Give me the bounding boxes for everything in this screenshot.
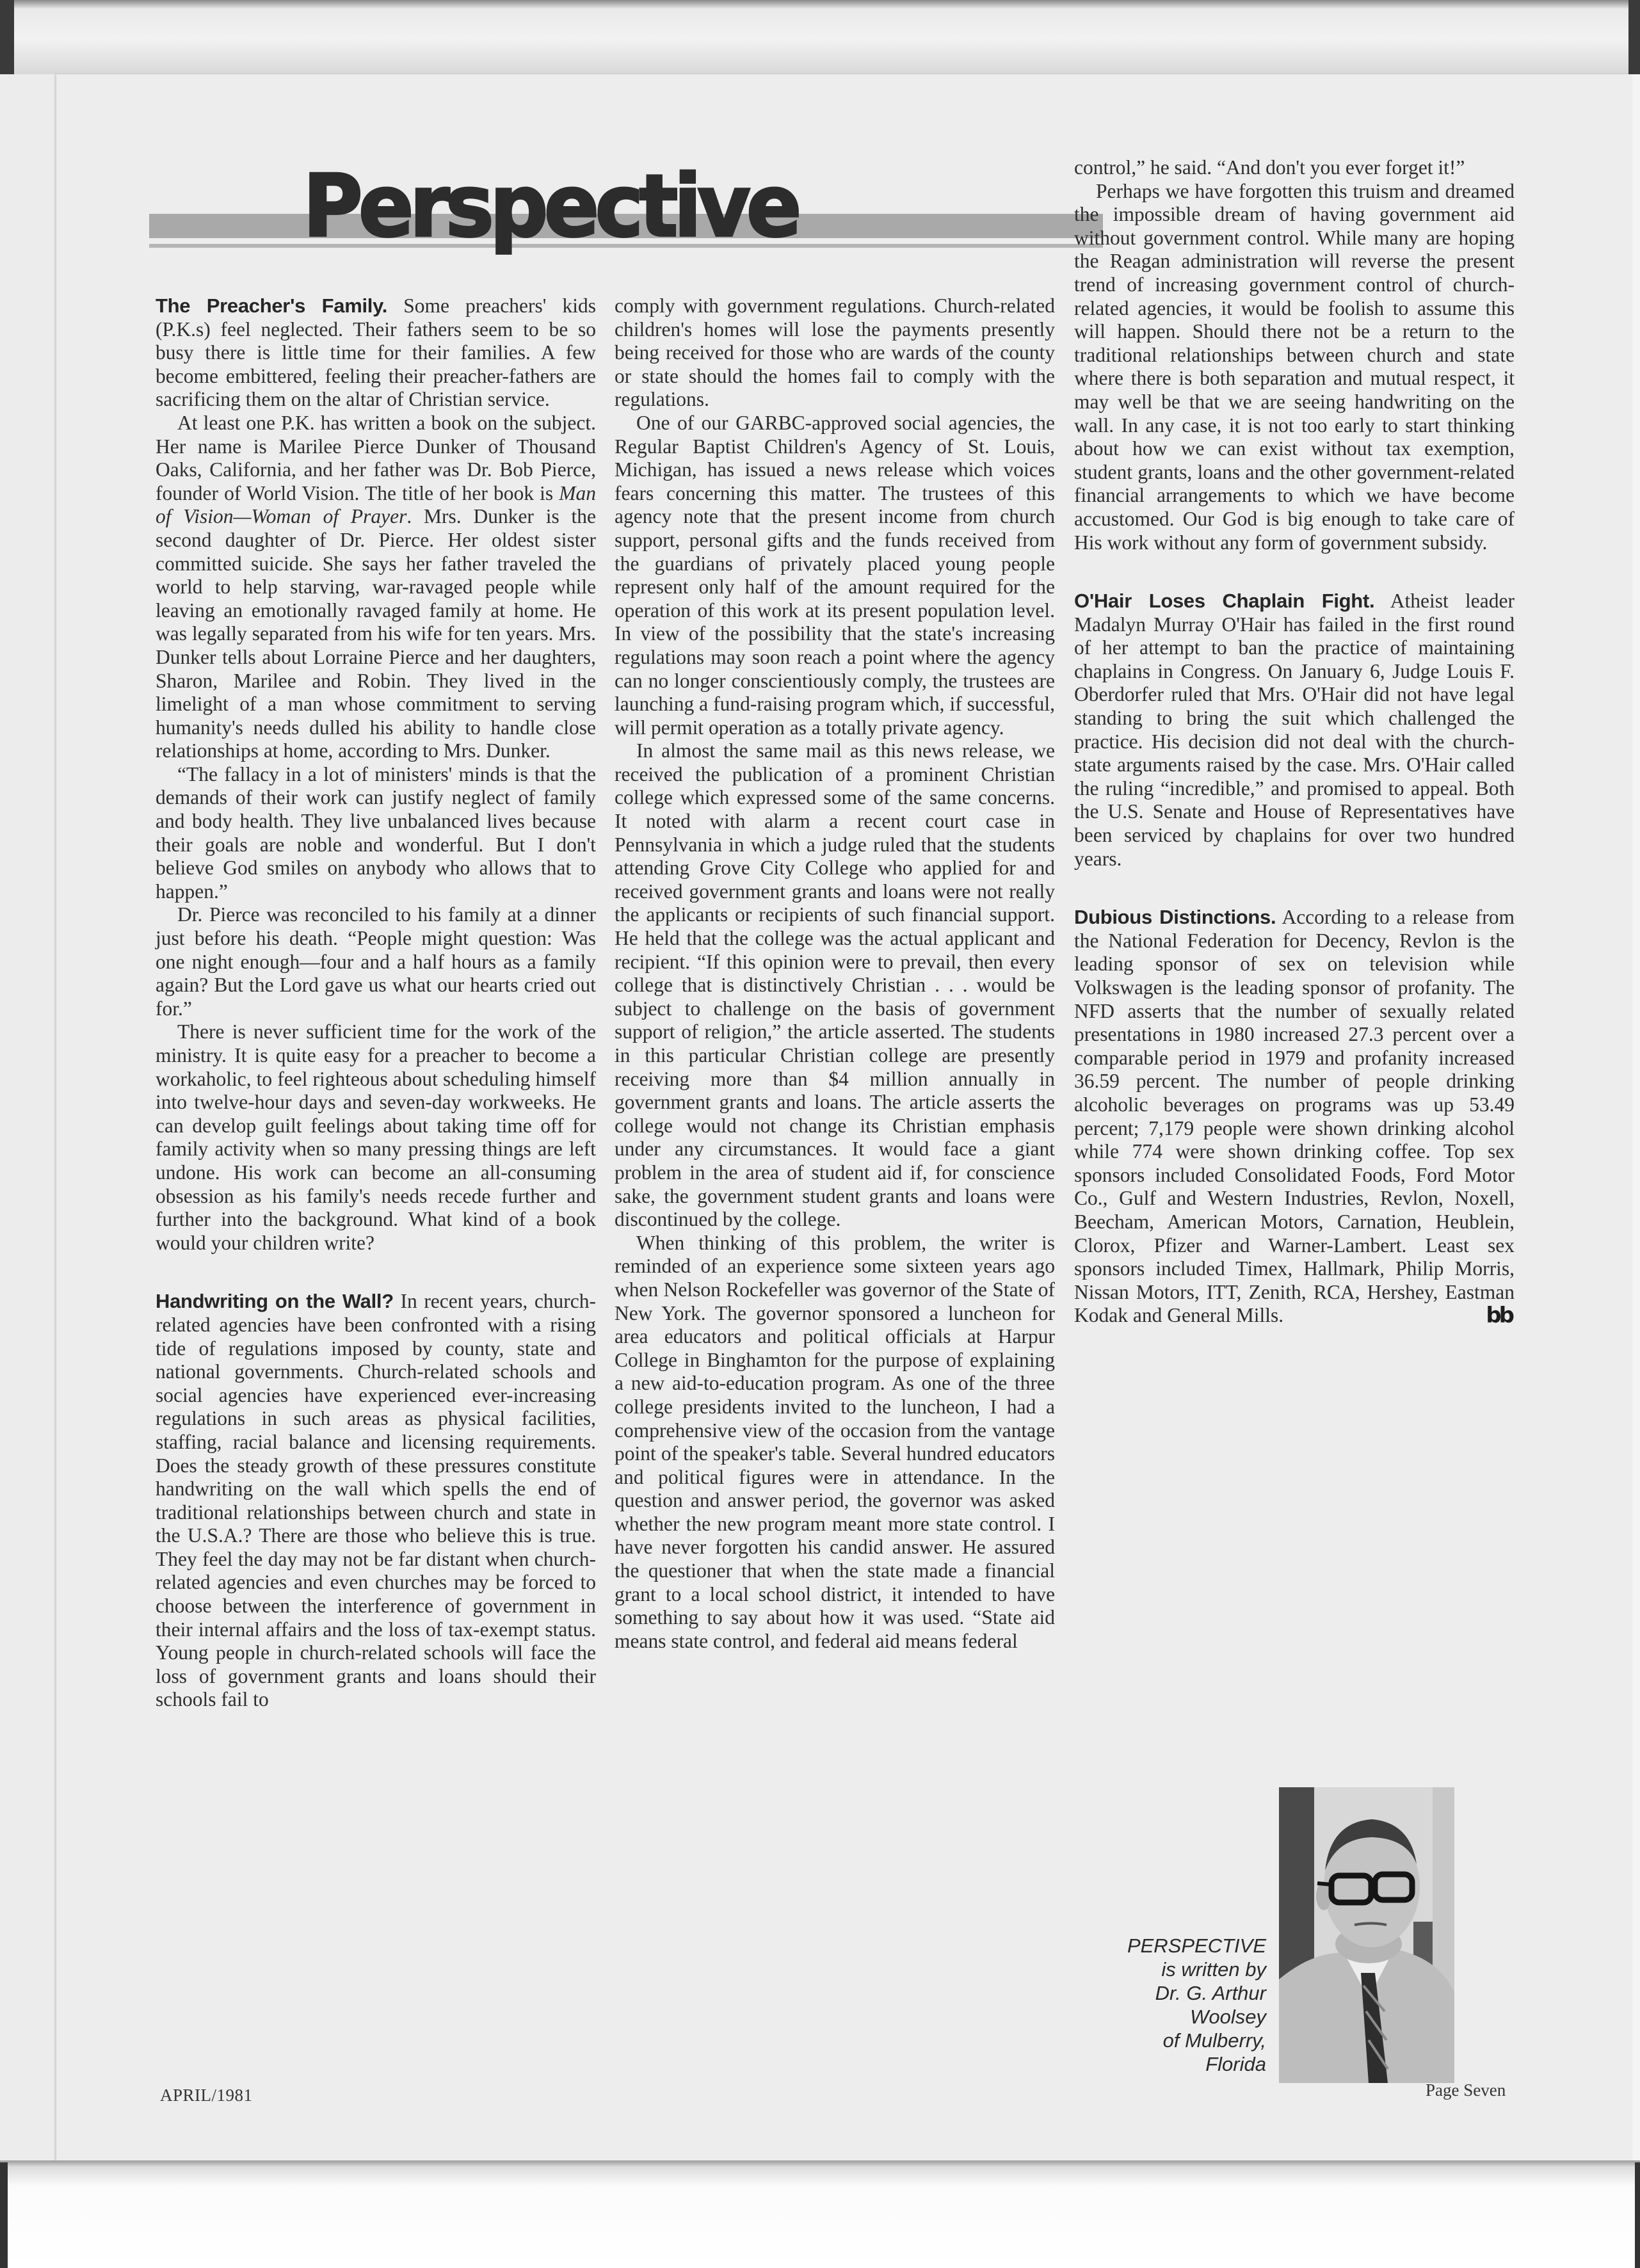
column-3 [1074, 156, 1515, 1328]
paragraph: When thinking of this problem, the writer is reminded of an experience some sixteen years ago when Nelson Rockefeller was governor of the State of New York. The governor sponsored a luncheon for area educators and political officials at Harpur College in Binghamton for the purpose of explaining a new aid-to-education program. As one of the three college presidents invited to the luncheon, I had a comprehensive view of the occasion from the vantage point of the speaker's table. Several hundred educators and political figures were in attendance. In the question and answer period, the governor was asked whether the new program meant more state control. I have never forgotten his candid answer. He assured the questioner that when the state made a financial grant to a local school district, it intended to have something to say about how it was used. “State aid means state control, and federal aid means federal [615, 1231, 1055, 1652]
article-handwriting-lead: Handwriting on the Wall? In recent years, church-related agencies have been confronted with a rising tide of regulations imposed by county, state and national governments. Church-related schools and social agencies have experienced ever-increasing regulations in such areas as physical facilities, staffing, racial balance and licensing requirements. Does the steady growth of these pressures constitute handwriting on the wall which spells the end of traditional relationships between church and state in the U.S.A.? There are those who believe this is true. They feel the day may not be far distant when church-related agencies and even churches may be forced to choose between the interference of government in their internal affairs and the loss of tax-exempt status. Young people in church-related schools will face the loss of government grants and loans should their schools fail to [156, 1290, 597, 1711]
paragraph: Dr. Pierce was reconciled to his family at a dinner just before his death. “People might question: Was one night enough—four and a half hours as a family again? But the Lord gave us what our hearts cried out for.” [156, 903, 596, 1020]
article-kicker: O'Hair Loses Chaplain Fight. [1074, 590, 1375, 613]
scanner-frame-bottom-right [1635, 2162, 1640, 2268]
article-kicker: Dubious Distinctions. [1074, 906, 1276, 929]
paragraph: In almost the same mail as this news release, we received the publication of a prominent Christian college which expressed some of the same concerns. It noted with alarm a recent court case in Pennsylvania in which a judge ruled that the students attending Grove City College who applied for and received government grants and loans were not really the applicants or recipients of such financial support. He held that the college was the actual applicant and recipient. “If this opinion were to prevail, then every college that is distinctively Christian . . . would be subject to challenge on the basis of government support of religion,” the article asserted. The students in this particular Christian college are presently receiving more than $4 million annually in government grants and loans. The article asserts the college would not change its Christian emphasis under any circumstances. It would face a giant problem in the area of student aid if, for conscience sake, the government student grants and loans were discontinued by the college. [615, 739, 1055, 1231]
underlying-page-edge [0, 74, 58, 2161]
issue-date: APRIL/1981 [160, 2086, 253, 2105]
paragraph: Perhaps we have forgotten this truism and dreamed the impossible dream of having government aid without government control. While many are hoping the Reagan administration will reverse the present trend of increasing government control of church-related agencies, it would be foolish to assume this will happen. Should there not be a return to the traditional relationships between church and state where there is both separation and mutual respect, it may well be that we are seeing handwriting on the wall. In any case, it is not too early to start thinking about how we can exist without tax exemption, student grants, loans and the other government-related financial arrangements to which we have become accustomed. Our God is big enough to take care of His work without any form of government subsidy. [1074, 179, 1515, 554]
portrait-image [1279, 1787, 1454, 2083]
scanner-frame-bottom-left [0, 2162, 8, 2268]
page-number: Page Seven [1426, 2080, 1506, 2100]
paragraph: control,” he said. “And don't you ever forget it!” [1074, 156, 1465, 179]
scanner-frame-right [1628, 0, 1640, 74]
author-portrait-photo [1279, 1787, 1454, 2083]
paragraph: “The fallacy in a lot of ministers' minds is that the demands of their work can justify neglect of family and body health. They live unbalanced lives because their goals are noble and wonderful. But I don't believe God smiles on anybody who allows that to happen.” [156, 762, 596, 903]
book-title: Man of Vision—Woman of Prayer [156, 481, 596, 528]
magazine-page [56, 74, 1632, 2161]
paragraph: One of our GARBC-approved social agencies, the Regular Baptist Children's Agency of St. Louis, Michigan, has issued a news release which voices fears concerning this matter. The trustees of this agency note that the present income from church support, personal gifts and the funds received from the guardians of privately placed young people represent only half of the amount required for the operation of this work at its present population level. In view of the possibility that the state's increasing regulations may soon reach a point where the agency can no longer conscientiously comply, the trustees are launching a fund-raising program which, if successful, will permit operation as a totally private agency. [615, 411, 1055, 739]
column-2 [615, 294, 1055, 1653]
article-preachers-family-lead: The Preacher's Family. Some preachers' kids (P.K.s) feel neglected. Their fathers seem to be so busy there is little time for their families. A few become embittered, feeling their preacher-fathers are sacrificing them on the altar of Christian service. [156, 294, 597, 411]
article-kicker: The Preacher's Family. [156, 294, 388, 317]
author-caption: PERSPECTIVE is written by Dr. G. Arthur Woolsey of Mulberry, Florida [1127, 1934, 1266, 2075]
article-kicker: Handwriting on the Wall? [156, 1290, 394, 1313]
masthead [149, 156, 1109, 257]
paragraph: At least one P.K. has written a book on the subject. Her name is Marilee Pierce Dunker of Thousand Oaks, California, and her father was Dr. Bob Pierce, founder of World Vision. The title of her book is Man of Vision—Woman of Prayer. Mrs. Dunker is the second daughter of Dr. Pierce. Her oldest sister committed suicide. She says her father traveled the world to help starving, war-ravaged people while leaving an emotionally ravaged family at home. He was legally separated from his wife for ten years. Mrs. Dunker tells about Lorraine Pierce and her daughters, Sharon, Marilee and Robin. They lived in the limelight of a man whose commitment to serving humanity's needs dulled his ability to handle close relationships at home, according to Mrs. Dunker. [156, 411, 596, 762]
scanner-bottom-edge [0, 2160, 1640, 2268]
column-1 [156, 294, 596, 1712]
scanner-top-edge [0, 0, 1640, 74]
bb-end-mark-logo: bb [1486, 1303, 1512, 1329]
paragraph: There is never sufficient time for the work of the ministry. It is quite easy for a preacher to become a workaholic, to feel righteous about scheduling himself into twelve-hour days and seven-day workweeks. He can develop guilt feelings about taking time off for family activity when so many pressing things are left undone. His work can become an all-consuming obsession as his family's needs recede further and further into the background. What kind of a book would your children write? [156, 1020, 596, 1254]
page-title: Perspective [303, 156, 798, 257]
article-dubious-lead: Dubious Distinctions. According to a release from the National Federation for Decency, Revlon is the leading sponsor of sex on television while Volkswagen is the leading sponsor of profanity. The NFD asserts that the number of sexually related presentations in 1980 increased 27.3 percent over a comparable period in 1979 and profanity increased 36.59 percent. The number of people drinking alcoholic beverages on programs was up 53.49 percent; 7,179 people were shown drinking alcohol while 774 were shown drinking coffee. Top sex sponsors included Consolidated Foods, Ford Motor Co., Gulf and Western Industries, Revlon, Noxell, Beecham, American Motors, Carnation, Heublein, Clorox, Pfizer and Warner-Lambert. Least sex sponsors included Timex, Hallmark, Philip Morris, Nissan Motors, ITT, Zenith, RCA, Hershey, Eastman Kodak and General Mills. bb [1074, 906, 1515, 1329]
paragraph: comply with government regulations. Church-related children's homes will lose the payments presently being received for those who are wards of the county or state should the homes fail to comply with the regulations. [615, 294, 1055, 411]
article-ohair-lead: O'Hair Loses Chaplain Fight. Atheist leader Madalyn Murray O'Hair has failed in the first round of her attempt to ban the practice of maintaining chaplains in Congress. On January 6, Judge Louis F. Oberdorfer ruled that Mrs. O'Hair did not have legal standing to bring the suit which challenged the practice. His decision did not deal with the church-state arguments raised by the case. Mrs. O'Hair called the ruling “incredible,” and promised to appeal. Both the U.S. Senate and House of Representatives have been serviced by chaplains for over two hundred years. [1074, 590, 1515, 870]
scanner-frame-left [0, 0, 14, 74]
